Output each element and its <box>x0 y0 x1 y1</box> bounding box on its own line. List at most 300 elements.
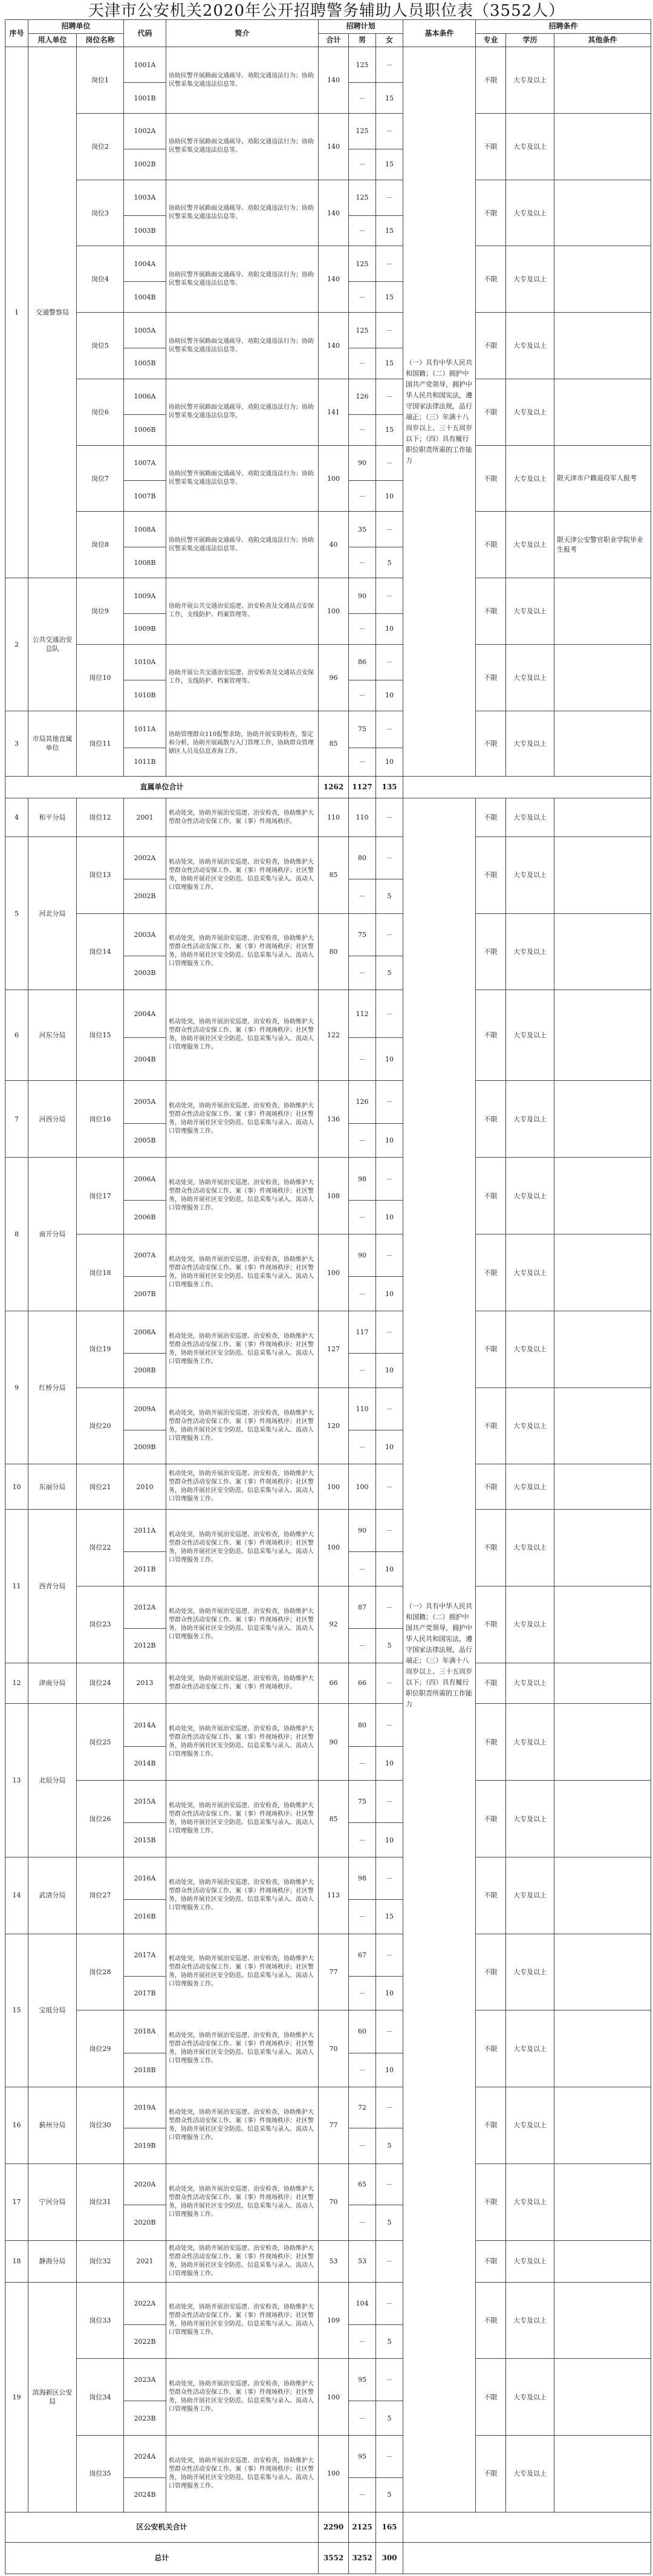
plan-total: 136 <box>319 1080 349 1158</box>
major-req: 不限 <box>476 1510 506 1586</box>
post-code: 2015A <box>124 1781 166 1823</box>
major-req: 不限 <box>476 2010 506 2087</box>
unit-name: 市局其他直属单位 <box>28 711 77 777</box>
plan-total: 66 <box>319 1663 349 1704</box>
post-code: 2002A <box>124 836 166 879</box>
header-male: 男 <box>349 33 376 47</box>
plan-female: 135 <box>376 777 403 798</box>
plan-female: － <box>376 836 403 879</box>
plan-total: 120 <box>319 1387 349 1464</box>
plan-total: 77 <box>319 2087 349 2164</box>
post-description: 机动处突，协助开展治安巡逻、治安检查，协助维护大型群众性活动安保工作、案（事）件现场秩序；社区警务，协助开展社区安全防范、信息采集与录入、流动人口管理服务工作。 <box>166 1158 319 1234</box>
post-code: 1006A <box>124 379 166 414</box>
major-req: 不限 <box>476 113 506 180</box>
plan-male: 60 <box>349 2010 376 2053</box>
edu-req: 大专及以上 <box>506 578 554 645</box>
plan-female: － <box>376 990 403 1038</box>
post-name: 岗位1 <box>77 47 124 114</box>
edu-req: 大专及以上 <box>506 1464 554 1510</box>
post-description: 协助民警开展路面交通疏导、劝阻交通违法行为；协助民警采集交通违法信息等。 <box>166 512 319 578</box>
plan-male: 53 <box>349 2240 376 2282</box>
unit-name: 静海分局 <box>28 2240 77 2282</box>
plan-female: － <box>376 379 403 414</box>
plan-male: 75 <box>349 711 376 748</box>
plan-total: 140 <box>319 246 349 313</box>
plan-male: 90 <box>349 1234 376 1277</box>
plan-male: 66 <box>349 1663 376 1704</box>
plan-total: 108 <box>319 1158 349 1234</box>
post-name: 岗位29 <box>77 2010 124 2087</box>
post-description: 协助民警开展路面交通疏导、劝阻交通违法行为；协助民警采集交通违法信息等。 <box>166 47 319 114</box>
post-description: 协助民警开展路面交通疏导、劝阻交通违法行为；协助民警采集交通违法信息等。 <box>166 180 319 246</box>
table-row <box>5 798 651 836</box>
post-code: 2023A <box>124 2359 166 2401</box>
plan-female: － <box>376 1857 403 1899</box>
unit-name: 津南分局 <box>28 1663 77 1704</box>
major-req: 不限 <box>476 913 506 990</box>
header-total: 合计 <box>319 33 349 47</box>
plan-female: 15 <box>376 282 403 313</box>
plan-total: 85 <box>319 836 349 913</box>
plan-male: － <box>349 680 376 711</box>
plan-male: 125 <box>349 180 376 215</box>
table-row <box>5 47 651 83</box>
other-req <box>554 313 651 379</box>
unit-name: 宝坻分局 <box>28 1934 77 2087</box>
other-req <box>554 578 651 645</box>
unit-name: 宁河分局 <box>28 2164 77 2240</box>
plan-total: 140 <box>319 313 349 379</box>
post-name: 岗位10 <box>77 644 124 711</box>
post-name: 岗位2 <box>77 113 124 180</box>
post-code: 2008B <box>124 1354 166 1388</box>
header-unit-group: 招聘单位 <box>28 20 124 34</box>
plan-female: 10 <box>376 1123 403 1158</box>
plan-male: － <box>349 215 376 246</box>
plan-total: 90 <box>319 1704 349 1781</box>
post-code: 2014B <box>124 1746 166 1781</box>
post-name: 岗位11 <box>77 711 124 777</box>
other-req <box>554 2240 651 2282</box>
post-description: 协助民警开展路面交通疏导、劝阻交通违法行为；协助民警采集交通违法信息等。 <box>166 246 319 313</box>
plan-female: － <box>376 2240 403 2282</box>
seq-cell: 10 <box>5 1464 28 1510</box>
plan-female: － <box>376 1934 403 1976</box>
post-name: 岗位16 <box>77 1080 124 1158</box>
post-description: 机动处突，协助开展治安巡逻、治安检查，协助维护大型群众性活动安保工作、案（事）件现场秩序；社区警务，协助开展社区安全防范、信息采集与录入、流动人口管理服务工作。 <box>166 2087 319 2164</box>
other-req <box>554 1234 651 1311</box>
post-code: 1004B <box>124 282 166 313</box>
table-row <box>5 1781 651 1823</box>
plan-total: 100 <box>319 1464 349 1510</box>
plan-female: － <box>376 246 403 282</box>
edu-req: 大专及以上 <box>506 2436 554 2512</box>
post-name: 岗位30 <box>77 2087 124 2164</box>
table-row <box>5 2164 651 2205</box>
post-name: 岗位19 <box>77 1311 124 1387</box>
plan-male: 3252 <box>349 2542 376 2574</box>
other-req <box>554 711 651 777</box>
major-req: 不限 <box>476 512 506 578</box>
post-description: 机动处突，协助开展治安巡逻、治安检查，协助维护大型群众性活动安保工作、案（事）件现场秩序；社区警务，协助开展社区安全防范、信息采集与录入、流动人口管理服务工作。 <box>166 1586 319 1663</box>
major-req: 不限 <box>476 644 506 711</box>
table-row <box>5 1234 651 1277</box>
plan-female: － <box>376 2282 403 2324</box>
subtotal-row <box>5 777 651 798</box>
post-name: 岗位27 <box>77 1857 124 1934</box>
edu-req: 大专及以上 <box>506 836 554 913</box>
edu-req: 大专及以上 <box>506 2240 554 2282</box>
plan-male: 125 <box>349 113 376 149</box>
major-req: 不限 <box>476 1663 506 1704</box>
seq-cell: 18 <box>5 2240 28 2282</box>
major-req: 不限 <box>476 2282 506 2359</box>
major-req: 不限 <box>476 1234 506 1311</box>
unit-name: 西青分局 <box>28 1510 77 1663</box>
table-row <box>5 711 651 748</box>
header-major: 专业 <box>476 33 506 47</box>
other-req <box>554 798 651 836</box>
post-code: 2009B <box>124 1430 166 1464</box>
edu-req: 大专及以上 <box>506 2010 554 2087</box>
post-description: 机动处突，协助开展治安巡逻、治安检查，协助维护大型群众性活动安保工作、案（事）件现场秩序；社区警务，协助开展社区安全防范、信息采集与录入、流动人口管理服务工作。 <box>166 1857 319 1934</box>
plan-female: － <box>376 1311 403 1353</box>
edu-req: 大专及以上 <box>506 1781 554 1857</box>
plan-total: 100 <box>319 2359 349 2436</box>
major-req: 不限 <box>476 1857 506 1934</box>
post-description: 机动处突，协助开展治安巡逻、治安检查，协助维护大型群众性活动安保工作、案（事）件现场秩序。 <box>166 798 319 836</box>
plan-male: － <box>349 1430 376 1464</box>
other-req <box>554 180 651 246</box>
table-row <box>5 1934 651 1976</box>
table-row <box>5 2010 651 2053</box>
other-req <box>554 1080 651 1158</box>
plan-total: 53 <box>319 2240 349 2282</box>
plan-female: 5 <box>376 1628 403 1663</box>
major-req: 不限 <box>476 1781 506 1857</box>
plan-male: 90 <box>349 578 376 614</box>
plan-male: － <box>349 481 376 512</box>
edu-req: 大专及以上 <box>506 113 554 180</box>
other-req <box>554 1704 651 1781</box>
other-req <box>554 913 651 990</box>
plan-total: 100 <box>319 578 349 645</box>
seq-cell: 17 <box>5 2164 28 2240</box>
plan-male: 67 <box>349 1934 376 1976</box>
plan-male: 95 <box>349 2359 376 2401</box>
post-code: 1010A <box>124 644 166 680</box>
edu-req: 大专及以上 <box>506 313 554 379</box>
table-row <box>5 1663 651 1704</box>
plan-female: 10 <box>376 1823 403 1857</box>
post-name: 岗位35 <box>77 2436 124 2512</box>
unit-name: 河西分局 <box>28 1080 77 1158</box>
header-unit-name: 用人单位 <box>28 33 77 47</box>
major-req: 不限 <box>476 2087 506 2164</box>
unit-name: 北辰分局 <box>28 1704 77 1857</box>
seq-cell: 6 <box>5 990 28 1080</box>
plan-female: － <box>376 313 403 348</box>
post-code: 2020A <box>124 2164 166 2205</box>
major-req: 不限 <box>476 2359 506 2436</box>
seq-cell: 5 <box>5 836 28 990</box>
header-code: 代码 <box>124 20 166 47</box>
plan-female: － <box>376 2436 403 2478</box>
major-req: 不限 <box>476 47 506 114</box>
plan-male: － <box>349 2324 376 2359</box>
plan-male: － <box>349 879 376 913</box>
edu-req: 大专及以上 <box>506 1234 554 1311</box>
plan-total: 85 <box>319 711 349 777</box>
plan-female: － <box>376 1510 403 1552</box>
table-row <box>5 1586 651 1628</box>
other-req <box>554 2010 651 2087</box>
unit-name: 蓟州分局 <box>28 2087 77 2164</box>
post-code: 1010B <box>124 680 166 711</box>
post-code: 2011A <box>124 1510 166 1552</box>
seq-cell: 15 <box>5 1934 28 2087</box>
plan-female: － <box>376 2010 403 2053</box>
plan-male: － <box>349 2053 376 2087</box>
post-code: 2014A <box>124 1704 166 1746</box>
header-plan-group: 招聘计划 <box>319 20 403 34</box>
major-req: 不限 <box>476 313 506 379</box>
plan-total: 2290 <box>319 2512 349 2542</box>
plan-female: 10 <box>376 748 403 777</box>
major-req: 不限 <box>476 1464 506 1510</box>
post-name: 岗位12 <box>77 798 124 836</box>
header-req-group: 招聘条件 <box>476 20 651 34</box>
plan-total: 70 <box>319 2010 349 2087</box>
post-description: 机动处突，协助开展治安巡逻、治安检查，协助维护大型群众性活动安保工作、案（事）件现场秩序；社区警务，协助开展社区安全防范、信息采集与录入、流动人口管理服务工作。 <box>166 1510 319 1586</box>
unit-name: 武清分局 <box>28 1857 77 1934</box>
page-title: 天津市公安机关2020年公开招聘警务辅助人员职位表（3552人） <box>88 2 565 20</box>
post-name: 岗位33 <box>77 2282 124 2359</box>
post-code: 2016B <box>124 1900 166 1934</box>
plan-total: 113 <box>319 1857 349 1934</box>
post-name: 岗位14 <box>77 913 124 990</box>
table-row <box>5 1510 651 1552</box>
post-code: 2007A <box>124 1234 166 1277</box>
plan-male: － <box>349 2478 376 2512</box>
plan-total: 140 <box>319 180 349 246</box>
plan-female: 15 <box>376 215 403 246</box>
plan-male: 125 <box>349 47 376 83</box>
seq-cell: 2 <box>5 578 28 711</box>
post-code: 2006A <box>124 1158 166 1200</box>
major-req: 不限 <box>476 2436 506 2512</box>
post-code: 1007A <box>124 445 166 481</box>
post-code: 1007B <box>124 481 166 512</box>
post-description: 机动处突，协助开展治安巡逻、治安检查，协助维护大型群众性活动安保工作、案（事）件现场秩序。 <box>166 1663 319 1704</box>
plan-total: 100 <box>319 1510 349 1586</box>
post-description: 协助民警开展路面交通疏导、劝阻交通违法行为；协助民警采集交通违法信息等。 <box>166 445 319 512</box>
basic-conditions: （一）具有中华人民共和国籍；（二）拥护中国共产党领导，拥护中华人民共和国宪法，遵守国家法律法规，品行端正；（三）年满十八周岁以上、三十五周岁以下；（四）具有履行职位职责所需的工作能力 <box>403 798 476 2512</box>
edu-req: 大专及以上 <box>506 913 554 990</box>
empty-cell <box>403 2512 651 2542</box>
post-description: 机动处突，协助开展治安巡逻、治安检查，协助维护大型群众性活动安保工作、案（事）件现场秩序；社区警务，协助开展社区安全防范、信息采集与录入、流动人口管理服务工作。 <box>166 1781 319 1857</box>
plan-male: － <box>349 1277 376 1311</box>
post-description: 机动处突，协助开展治安巡逻、治安检查，协助维护大型群众性活动安保工作、案（事）件现场秩序；社区警务，协助开展社区安全防范、信息采集与录入、流动人口管理服务工作。 <box>166 2436 319 2512</box>
edu-req: 大专及以上 <box>506 798 554 836</box>
plan-female: 10 <box>376 2053 403 2087</box>
plan-total: 80 <box>319 913 349 990</box>
plan-female: － <box>376 512 403 547</box>
post-code: 1003B <box>124 215 166 246</box>
post-description: 机动处突，协助开展治安巡逻、治安检查，协助维护大型群众性活动安保工作、案（事）件现场秩序；社区警务，协助开展社区安全防范、信息采集与录入、流动人口管理服务工作。 <box>166 1234 319 1311</box>
plan-male: － <box>349 2128 376 2164</box>
plan-male: － <box>349 2401 376 2436</box>
post-code: 2016A <box>124 1857 166 1899</box>
plan-female: 10 <box>376 1038 403 1080</box>
subtotal-label: 区公安机关合计 <box>5 2512 319 2542</box>
plan-male: 80 <box>349 1704 376 1746</box>
post-description: 机动处突，协助开展治安巡逻、治安检查，协助维护大型群众性活动安保工作、案（事）件现场秩序；社区警务，协助开展社区安全防范、信息采集与录入、流动人口管理服务工作。 <box>166 990 319 1080</box>
other-req <box>554 2164 651 2240</box>
post-name: 岗位7 <box>77 445 124 512</box>
post-name: 岗位18 <box>77 1234 124 1311</box>
plan-female: 10 <box>376 481 403 512</box>
plan-total: 109 <box>319 2282 349 2359</box>
seq-cell: 8 <box>5 1158 28 1311</box>
post-description: 协助管理群众110报警求助，协助开展安防检查，鉴定和分析，协助开展疏散与入门管理工作，协助群众管理辖区人员及信息查询工作。 <box>166 711 319 777</box>
plan-male: － <box>349 1038 376 1080</box>
plan-female: － <box>376 644 403 680</box>
edu-req: 大专及以上 <box>506 1663 554 1704</box>
edu-req: 大专及以上 <box>506 644 554 711</box>
post-code: 1005B <box>124 348 166 379</box>
other-req: 限天津公安警官职业学院毕业生报考 <box>554 512 651 578</box>
edu-req: 大专及以上 <box>506 246 554 313</box>
plan-male: － <box>349 414 376 445</box>
post-code: 2023B <box>124 2401 166 2436</box>
other-req <box>554 1781 651 1857</box>
table-row <box>5 836 651 879</box>
plan-male: － <box>349 613 376 644</box>
major-req: 不限 <box>476 798 506 836</box>
post-description: 机动处突，协助开展治安巡逻、治安检查，协助维护大型群众性活动安保工作、案（事）件现场秩序；社区警务，协助开展社区安全防范、信息采集与录入、流动人口管理服务工作。 <box>166 1080 319 1158</box>
seq-cell: 13 <box>5 1704 28 1857</box>
edu-req: 大专及以上 <box>506 2359 554 2436</box>
post-description: 机动处突，协助开展治安巡逻、治安检查，协助维护大型群众性活动安保工作、案（事）件现场秩序；社区警务，协助开展社区安全防范、信息采集与录入、流动人口管理服务工作。 <box>166 2240 319 2282</box>
header-desc: 简介 <box>166 20 319 47</box>
table-row <box>5 1704 651 1746</box>
edu-req: 大专及以上 <box>506 512 554 578</box>
plan-female: 5 <box>376 879 403 913</box>
table-row <box>5 313 651 348</box>
plan-male: － <box>349 149 376 180</box>
plan-female: － <box>376 1158 403 1200</box>
plan-female: － <box>376 1663 403 1704</box>
plan-male: 90 <box>349 445 376 481</box>
edu-req: 大专及以上 <box>506 1387 554 1464</box>
post-description: 机动处突，协助开展治安巡逻、治安检查，协助维护大型群众性活动安保工作、案（事）件现场秩序；社区警务，协助开展社区安全防范、信息采集与录入、流动人口管理服务工作。 <box>166 1934 319 2010</box>
post-name: 岗位24 <box>77 1663 124 1704</box>
seq-cell: 16 <box>5 2087 28 2164</box>
edu-req: 大专及以上 <box>506 47 554 114</box>
unit-name: 东丽分局 <box>28 1464 77 1510</box>
major-req: 不限 <box>476 1158 506 1234</box>
major-req: 不限 <box>476 711 506 777</box>
post-code: 1009A <box>124 578 166 614</box>
plan-female: － <box>376 913 403 956</box>
plan-female: 10 <box>376 1277 403 1311</box>
post-description: 协助民警开展路面交通疏导、劝阻交通违法行为；协助民警采集交通违法信息等。 <box>166 379 319 445</box>
post-code: 2024B <box>124 2478 166 2512</box>
other-req <box>554 1934 651 2010</box>
plan-male: 75 <box>349 913 376 956</box>
post-code: 1001A <box>124 47 166 83</box>
post-code: 1006B <box>124 414 166 445</box>
header-basic: 基本条件 <box>403 20 476 47</box>
other-req: 限天津市户籍退役军人报考 <box>554 445 651 512</box>
plan-female: － <box>376 1464 403 1510</box>
edu-req: 大专及以上 <box>506 990 554 1080</box>
plan-female: 10 <box>376 1200 403 1234</box>
plan-male: － <box>349 1900 376 1934</box>
other-req <box>554 1663 651 1704</box>
plan-male: 104 <box>349 2282 376 2324</box>
post-code: 2006B <box>124 1200 166 1234</box>
plan-female: 15 <box>376 1900 403 1934</box>
other-req <box>554 1464 651 1510</box>
plan-female: － <box>376 578 403 614</box>
post-code: 2010 <box>124 1464 166 1510</box>
post-code: 2017A <box>124 1934 166 1976</box>
plan-male: 72 <box>349 2087 376 2128</box>
plan-total: 40 <box>319 512 349 578</box>
major-req: 不限 <box>476 1586 506 1663</box>
plan-total: 1262 <box>319 777 349 798</box>
post-description: 机动处突，协助开展治安巡逻、治安检查，协助维护大型群众性活动安保工作、案（事）件现场秩序；社区警务，协助开展社区安全防范、信息采集与录入、流动人口管理服务工作。 <box>166 2010 319 2087</box>
seq-cell: 14 <box>5 1857 28 1934</box>
table-row <box>5 2359 651 2401</box>
post-name: 岗位32 <box>77 2240 124 2282</box>
plan-total: 100 <box>319 2436 349 2512</box>
plan-total: 100 <box>319 1234 349 1311</box>
plan-total: 127 <box>319 1311 349 1387</box>
seq-cell: 12 <box>5 1663 28 1704</box>
plan-female: 15 <box>376 348 403 379</box>
edu-req: 大专及以上 <box>506 2087 554 2164</box>
plan-female: － <box>376 798 403 836</box>
plan-female: － <box>376 1234 403 1277</box>
plan-male: － <box>349 1123 376 1158</box>
post-name: 岗位20 <box>77 1387 124 1464</box>
major-req: 不限 <box>476 1080 506 1158</box>
post-code: 2012A <box>124 1586 166 1628</box>
plan-male: － <box>349 1976 376 2010</box>
post-description: 机动处突，协助开展治安巡逻、治安检查，协助维护大型群众性活动安保工作、案（事）件现场秩序；社区警务，协助开展社区安全防范、信息采集与录入、流动人口管理服务工作。 <box>166 2282 319 2359</box>
seq-cell: 4 <box>5 798 28 836</box>
plan-male: 125 <box>349 313 376 348</box>
table-row <box>5 1080 651 1123</box>
plan-female: 10 <box>376 1430 403 1464</box>
post-description: 协助民警开展路面交通疏导、劝阻交通违法行为；协助民警采集交通违法信息等。 <box>166 113 319 180</box>
post-description: 机动处突，协助开展治安巡逻、治安检查，协助维护大型群众性活动安保工作、案（事）件现场秩序；社区警务，协助开展社区安全防范、信息采集与录入、流动人口管理服务工作。 <box>166 2164 319 2240</box>
post-code: 1002B <box>124 149 166 180</box>
post-code: 1003A <box>124 180 166 215</box>
other-req <box>554 1857 651 1934</box>
post-code: 2019A <box>124 2087 166 2128</box>
plan-female: － <box>376 47 403 83</box>
plan-female: 15 <box>376 83 403 114</box>
empty-cell <box>403 2542 651 2574</box>
post-code: 2024A <box>124 2436 166 2478</box>
post-code: 2004B <box>124 1038 166 1080</box>
post-code: 2019B <box>124 2128 166 2164</box>
post-code: 2017B <box>124 1976 166 2010</box>
